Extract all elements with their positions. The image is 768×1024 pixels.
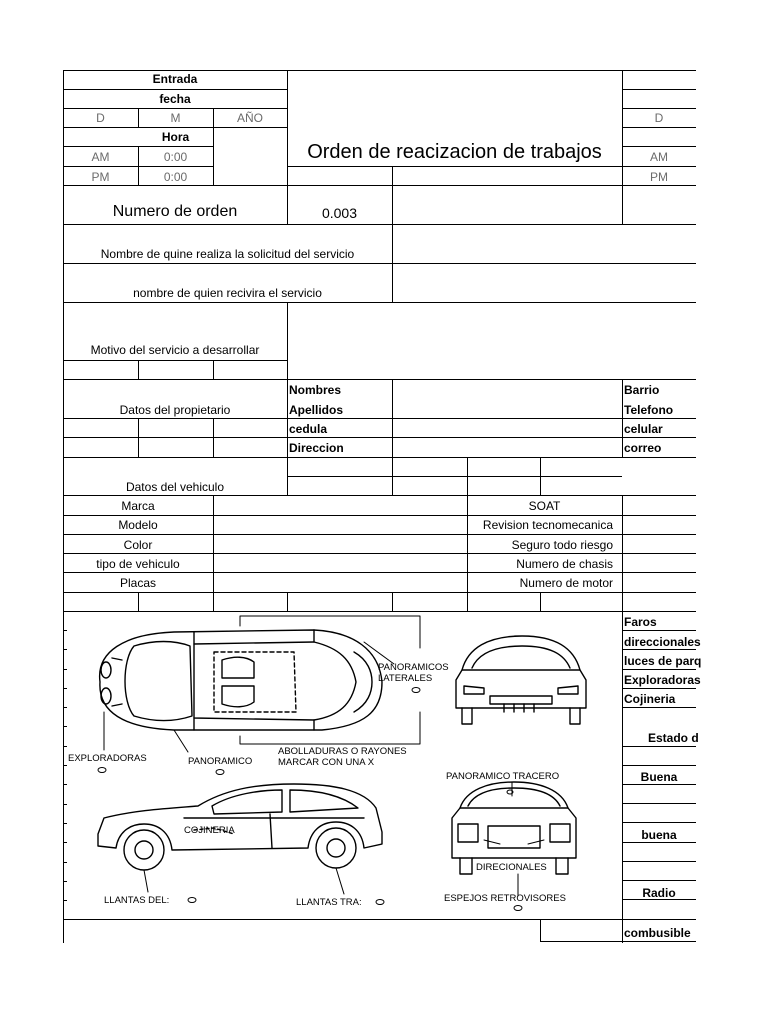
grid-line-h — [287, 476, 622, 477]
doc-soat: SOAT — [528, 499, 561, 513]
grid-line-h — [622, 880, 696, 881]
vehicle-field-tipo: tipo de vehiculo — [96, 557, 180, 571]
lights-exploradoras: Exploradoras — [624, 673, 701, 687]
fecha-label: fecha — [159, 92, 191, 106]
vehicle-section-label: Datos del vehiculo — [125, 480, 225, 494]
doc-chasis: Numero de chasis — [516, 557, 613, 571]
grid-line-h — [622, 765, 696, 766]
state-buena-2: buena — [641, 828, 677, 842]
receiver-label: nombre de quien recivira el servicio — [133, 286, 322, 300]
grid-line-v — [287, 592, 288, 611]
grid-line-h — [622, 630, 696, 631]
owner-field-telefono: Telefono — [624, 403, 674, 417]
grid-line-v — [540, 457, 541, 495]
grid-line-v — [287, 302, 288, 379]
doc-motor: Numero de motor — [519, 576, 613, 590]
grid-line-h — [622, 649, 696, 650]
grid-line-h — [622, 108, 696, 109]
grid-line-h — [63, 263, 696, 264]
car-inspection-diagram — [64, 612, 622, 922]
grid-line-v — [213, 418, 214, 457]
vehicle-field-color: Color — [123, 538, 153, 552]
label-laterales: LATERALES — [378, 673, 433, 684]
grid-line-h — [622, 669, 696, 670]
state-radio: Radio — [642, 886, 676, 900]
grid-line-v — [213, 495, 214, 592]
lights-luces-parq: luces de parq — [624, 654, 702, 668]
grid-line-v — [287, 379, 288, 495]
label-abolladuras: ABOLLADURAS O RAYONES — [278, 746, 407, 757]
grid-line-h — [622, 688, 696, 689]
label-panoramico: PANORAMICO — [188, 756, 253, 767]
grid-line-h — [63, 437, 696, 438]
grid-line-h — [540, 941, 696, 942]
car-rear-view — [452, 782, 576, 896]
grid-line-v — [392, 592, 393, 611]
lights-cojineria: Cojineria — [624, 692, 676, 706]
label-marcar: MARCAR CON UNA X — [278, 757, 375, 768]
grid-line-h — [63, 495, 696, 496]
am-label: AM — [91, 150, 110, 164]
grid-line-v — [467, 592, 468, 611]
requester-label: Nombre de quine realiza la solicitud del servicio — [100, 247, 355, 261]
right-pm-label: PM — [650, 170, 668, 184]
grid-line-h — [622, 89, 696, 90]
grid-line-v — [622, 495, 623, 592]
grid-line-h — [622, 707, 696, 708]
grid-line-v — [392, 379, 393, 457]
grid-line-v — [540, 592, 541, 611]
owner-field-barrio: Barrio — [624, 383, 660, 397]
car-side-view — [98, 784, 382, 894]
grid-line-h — [287, 166, 696, 167]
grid-line-h — [622, 822, 696, 823]
year-label: AÑO — [236, 111, 263, 125]
grid-line-h — [63, 418, 287, 419]
grid-line-h — [622, 784, 696, 785]
owner-section-label: Datos del propietario — [119, 403, 231, 417]
pm-time: 0:00 — [163, 170, 188, 184]
state-buena-1: Buena — [640, 770, 678, 784]
grid-line-h — [622, 861, 696, 862]
owner-field-correo: correo — [624, 441, 662, 455]
grid-line-v — [213, 127, 214, 185]
grid-line-h — [63, 302, 696, 303]
grid-line-v — [213, 360, 214, 379]
vehicle-field-placas: Placas — [119, 576, 157, 590]
state-label: Estado d — [648, 731, 699, 745]
grid-line-h — [63, 127, 287, 128]
grid-line-v — [392, 457, 393, 495]
label-llantas-del: LLANTAS DEL: — [104, 895, 170, 906]
state-combustible: combusible — [624, 926, 691, 940]
label-panoramico-tracero: PANORAMICO TRACERO — [446, 771, 560, 782]
am-time: 0:00 — [163, 150, 188, 164]
vehicle-field-modelo: Modelo — [118, 518, 158, 532]
grid-line-h — [63, 70, 696, 71]
grid-line-h — [63, 553, 696, 554]
owner-field-celular: celular — [624, 422, 663, 436]
grid-line-v — [138, 592, 139, 611]
grid-line-h — [63, 360, 287, 361]
label-cojineria: COJINERIA — [184, 825, 235, 836]
label-exploradoras: EXPLORADORAS — [68, 753, 147, 764]
car-top-view — [100, 616, 420, 752]
grid-line-h — [63, 572, 696, 573]
grid-line-v — [138, 360, 139, 379]
grid-line-v — [467, 457, 468, 495]
grid-line-h — [63, 592, 696, 593]
owner-field-cedula: cedula — [289, 422, 328, 436]
grid-line-h — [63, 108, 287, 109]
right-day-label: D — [654, 111, 664, 125]
day-label: D — [96, 111, 105, 125]
entrada-label: Entrada — [152, 72, 198, 86]
grid-line-h — [622, 146, 696, 147]
grid-line-h — [287, 418, 696, 419]
doc-seguro: Seguro todo riesgo — [511, 538, 613, 552]
owner-field-nombres: Nombres — [289, 383, 342, 397]
label-panoramicos: PANORAMICOS — [378, 662, 449, 673]
grid-line-h — [63, 515, 696, 516]
label-direcionales: DIRECIONALES — [476, 862, 547, 873]
grid-line-h — [63, 224, 696, 225]
lights-faros: Faros — [624, 615, 657, 629]
order-number-value: 0.003 — [321, 205, 358, 221]
grid-line-h — [63, 379, 696, 380]
grid-line-h — [63, 457, 696, 458]
grid-line-v — [622, 379, 623, 457]
hora-label: Hora — [161, 130, 190, 144]
grid-line-h — [63, 89, 287, 90]
owner-field-direccion: Direccion — [289, 441, 344, 455]
owner-field-apellidos: Apellidos — [289, 403, 344, 417]
doc-revision: Revision tecnomecanica — [482, 518, 613, 532]
grid-line-v — [622, 70, 623, 224]
lights-direccionales: direccionales — [624, 635, 701, 649]
month-label: M — [170, 111, 181, 125]
page-title: Orden de reacizacion de trabajos — [307, 141, 602, 163]
grid-line-h — [63, 185, 696, 186]
label-espejos: ESPEJOS RETROVISORES — [444, 893, 566, 904]
grid-line-v — [622, 592, 623, 611]
reason-label: Motivo del servicio a desarrollar — [90, 343, 260, 357]
grid-line-h — [622, 842, 696, 843]
order-number-label: Numero de orden — [112, 203, 238, 220]
grid-line-v — [138, 418, 139, 457]
car-front-view — [456, 636, 586, 724]
grid-line-v — [540, 919, 541, 941]
grid-line-h — [622, 127, 696, 128]
grid-line-h — [622, 746, 696, 747]
grid-line-h — [63, 534, 696, 535]
pm-label: PM — [91, 170, 110, 184]
grid-line-v — [213, 592, 214, 611]
grid-line-v — [392, 166, 393, 302]
vehicle-field-marca: Marca — [121, 499, 155, 513]
right-am-label: AM — [650, 150, 668, 164]
grid-line-h — [622, 803, 696, 804]
label-llantas-tra: LLANTAS TRA: — [296, 897, 362, 908]
